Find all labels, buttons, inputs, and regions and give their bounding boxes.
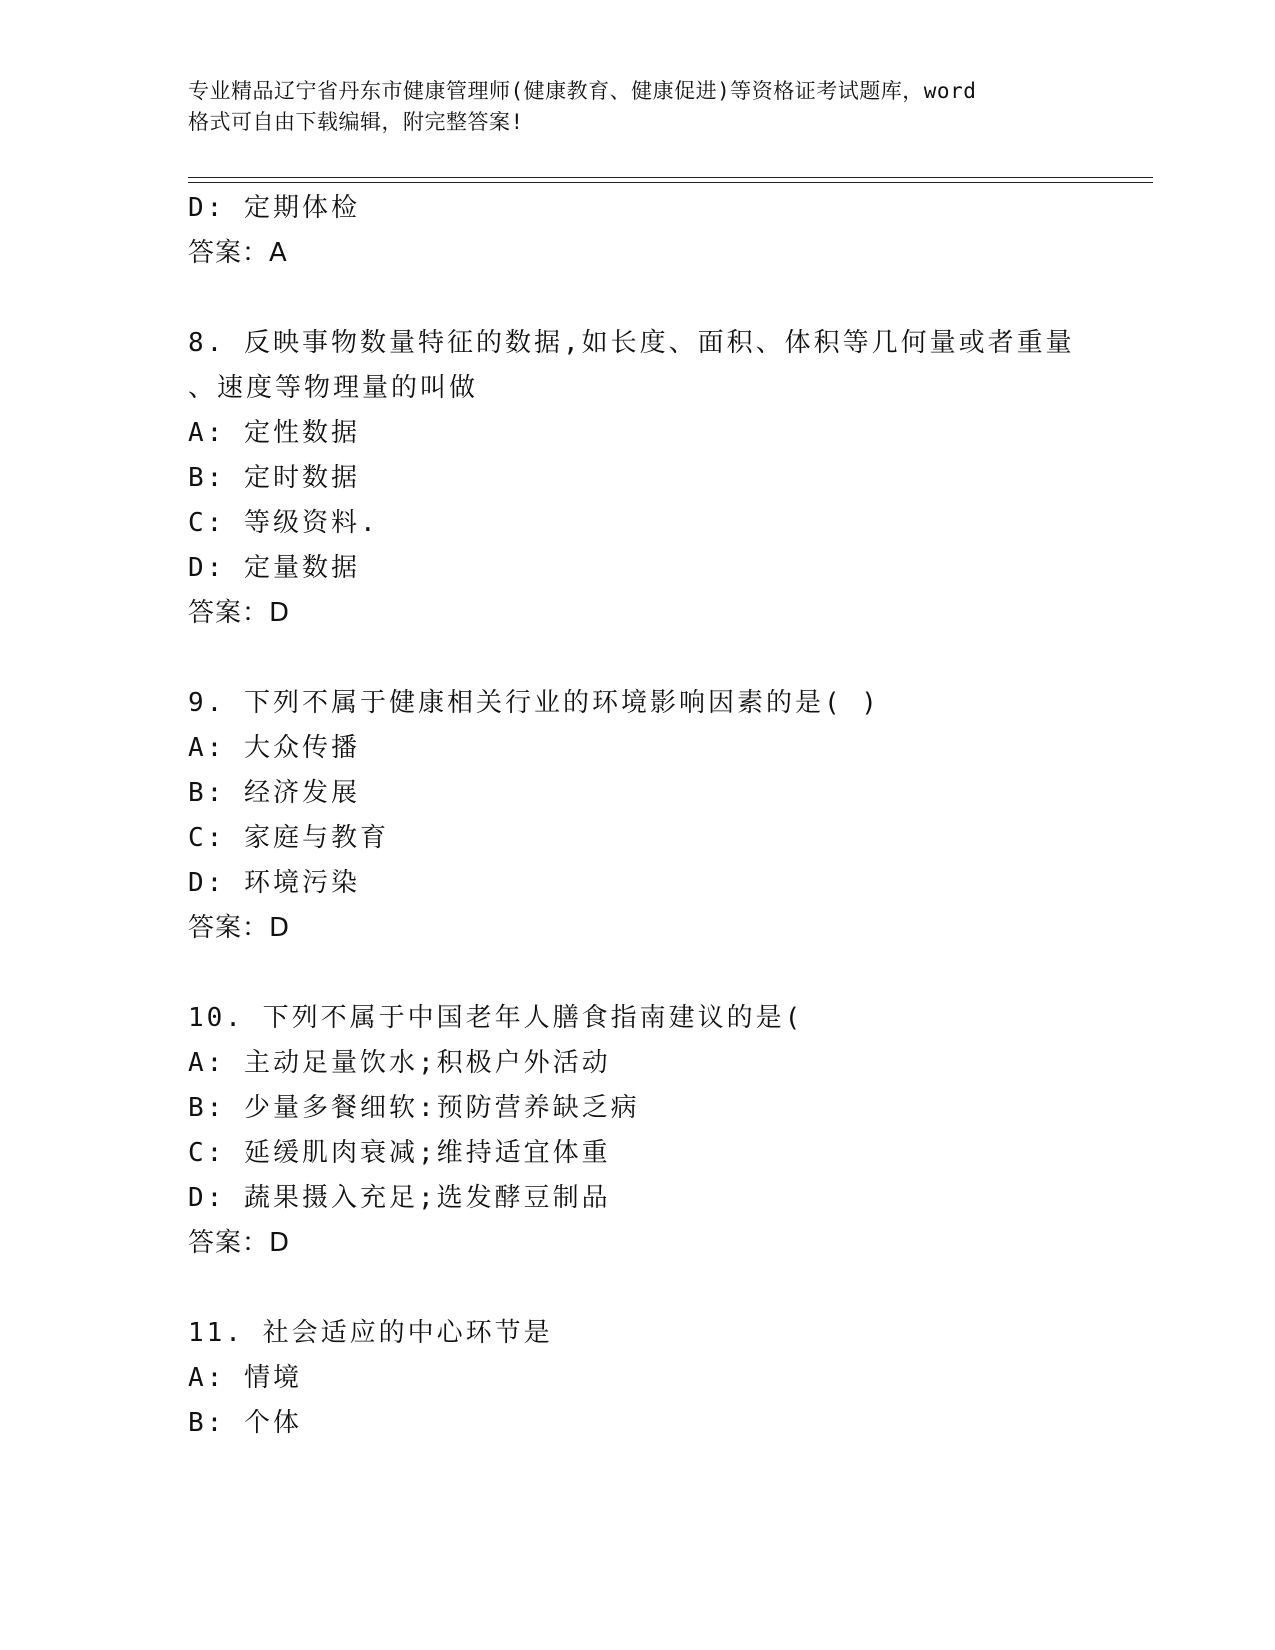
header-line-1: 专业精品辽宁省丹东市健康管理师(健康教育、健康促进)等资格证考试题库，word: [188, 79, 977, 103]
q10-answer: 答案：D: [188, 1228, 291, 1258]
q9-option-a: A: 大众传播: [188, 733, 360, 763]
q10-option-d: D: 蔬果摄入充足;选发酵豆制品: [188, 1183, 611, 1213]
q7-option-d: D: 定期体检: [188, 193, 360, 223]
q11-option-b: B: 个体: [188, 1408, 302, 1438]
q9-stem: 9. 下列不属于健康相关行业的环境影响因素的是( ): [188, 688, 880, 718]
document-header: [188, 76, 1088, 138]
q9-option-c: C: 家庭与教育: [188, 823, 389, 853]
q8-option-c: C: 等级资料.: [188, 508, 379, 538]
q11-option-a: A: 情境: [188, 1363, 302, 1393]
header-divider-top: [188, 177, 1153, 178]
q11-stem: 11. 社会适应的中心环节是: [188, 1318, 553, 1348]
q9-option-b: B: 经济发展: [188, 778, 360, 808]
header-divider-bottom: [188, 182, 1153, 183]
q8-option-b: B: 定时数据: [188, 463, 360, 493]
q8-option-a: A: 定性数据: [188, 418, 360, 448]
q8-answer: 答案：D: [188, 598, 291, 628]
q9-answer: 答案：D: [188, 913, 291, 943]
q10-option-a: A: 主动足量饮水;积极户外活动: [188, 1048, 611, 1078]
q10-option-b: B: 少量多餐细软:预防营养缺乏病: [188, 1093, 640, 1123]
q10-option-c: C: 延缓肌肉衰减;维持适宜体重: [188, 1138, 611, 1168]
q9-option-d: D: 环境污染: [188, 868, 360, 898]
q8-stem-line-2: 、速度等物理量的叫做: [188, 373, 479, 403]
q7-answer: 答案：A: [188, 238, 288, 268]
q8-option-d: D: 定量数据: [188, 553, 360, 583]
q10-stem: 10. 下列不属于中国老年人膳食指南建议的是(: [188, 1003, 804, 1033]
q8-stem-line-1: 8. 反映事物数量特征的数据,如长度、面积、体积等几何量或者重量: [188, 328, 1075, 358]
header-line-2: 格式可自由下载编辑，附完整答案!: [188, 110, 524, 134]
